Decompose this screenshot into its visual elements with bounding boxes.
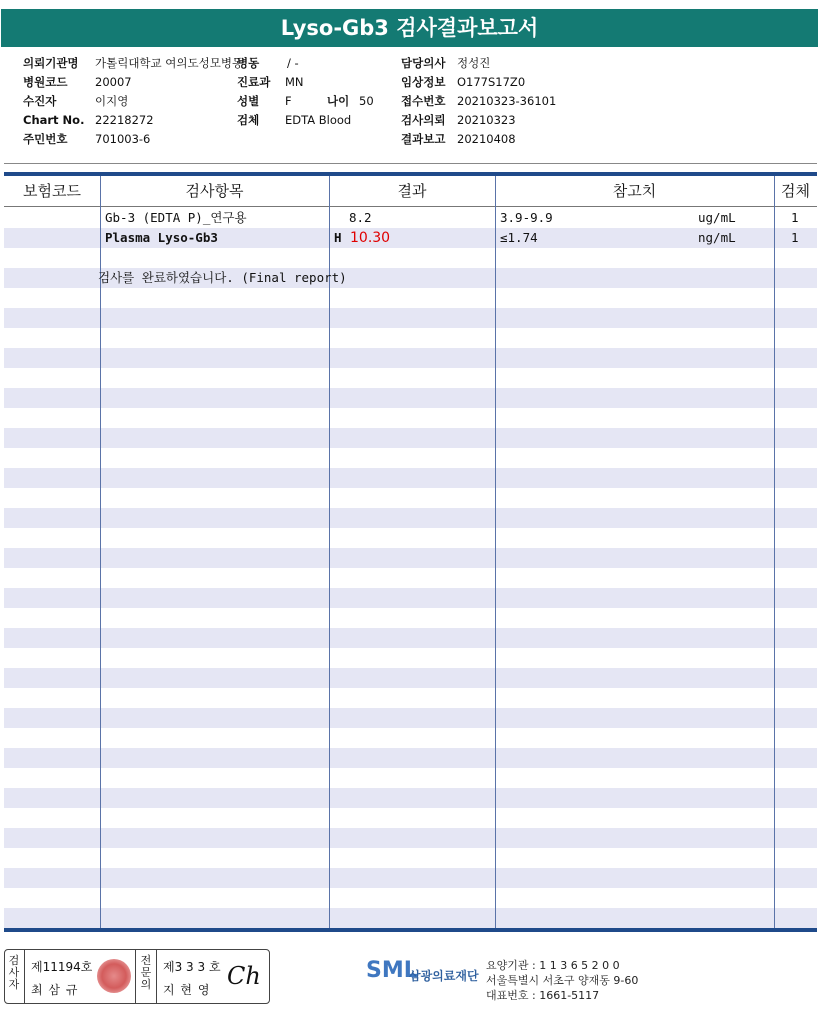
table-header bbox=[4, 176, 817, 207]
row2-reference: ≤1.74 bbox=[500, 230, 538, 245]
lab-address: 서울특별시 서초구 양재동 9-60 bbox=[486, 974, 639, 987]
dept-label: 진료과 bbox=[237, 75, 271, 89]
report-date-label: 결과보고 bbox=[401, 132, 446, 146]
resident-no-value: 701003-6 bbox=[95, 132, 151, 146]
ward-label: 병동 bbox=[237, 56, 260, 70]
doctor-value: 정성진 bbox=[457, 56, 491, 70]
row1-reference: 3.9-9.9 bbox=[500, 210, 553, 225]
specialist-number: 제3 3 3 호 bbox=[163, 960, 221, 974]
report-title: Lyso-Gb3 검사결과보고서 bbox=[280, 16, 539, 40]
examinee-label: 수진자 bbox=[23, 94, 57, 108]
chart-no-value: 22218272 bbox=[95, 113, 154, 127]
header-reference: 참고치 bbox=[612, 182, 657, 200]
specialist-name: 지 현 영 bbox=[163, 983, 211, 997]
table-bottom-rule bbox=[4, 928, 817, 932]
institution-label: 의뢰기관명 bbox=[23, 56, 79, 70]
age-label: 나이 bbox=[327, 94, 350, 108]
row1-specimen: 1 bbox=[791, 210, 799, 225]
report-title-bar bbox=[1, 9, 818, 47]
institution-value: 가톨릭대학교 여의도성모병동 bbox=[95, 56, 244, 70]
patient-info-col1 bbox=[23, 54, 243, 149]
result-table bbox=[4, 176, 817, 928]
header-test-item: 검사항목 bbox=[185, 182, 244, 200]
receipt-label: 접수번호 bbox=[401, 94, 446, 108]
inspector-label: 검 사 자 bbox=[8, 954, 20, 991]
request-value: 20210323 bbox=[457, 113, 516, 127]
specimen-value: EDTA Blood bbox=[285, 113, 352, 127]
patient-info-col3 bbox=[401, 54, 556, 149]
row2-test-item: Plasma Lyso-Gb3 bbox=[105, 230, 218, 245]
sex-label: 성별 bbox=[237, 94, 260, 108]
doctor-label: 담당의사 bbox=[401, 56, 446, 70]
row1-result: 8.2 bbox=[349, 210, 372, 225]
official-seal-icon bbox=[97, 959, 131, 993]
hospital-code-label: 병원코드 bbox=[23, 75, 68, 89]
ward-value: / - bbox=[287, 56, 299, 70]
row2-result: 10.30 bbox=[350, 230, 391, 246]
specimen-label: 검체 bbox=[237, 113, 260, 127]
final-report-note: 검사를 완료하였습니다. (Final report) bbox=[98, 270, 347, 285]
sml-logo-icon: SML bbox=[366, 958, 418, 983]
report-date-value: 20210408 bbox=[457, 132, 516, 146]
clinical-value: O177S17Z0 bbox=[457, 75, 526, 89]
info-divider bbox=[4, 163, 817, 164]
dept-value: MN bbox=[285, 75, 304, 89]
header-specimen: 검체 bbox=[781, 182, 810, 200]
clinical-label: 임상정보 bbox=[401, 75, 446, 89]
header-result: 결과 bbox=[397, 182, 427, 200]
patient-info-col2 bbox=[237, 54, 374, 130]
resident-no-label: 주민번호 bbox=[23, 132, 68, 146]
row2-high-flag: H bbox=[334, 230, 342, 245]
examinee-value: 이지영 bbox=[95, 94, 129, 108]
row1-unit: ug/mL bbox=[698, 210, 736, 225]
signature-box bbox=[4, 949, 270, 1004]
row2-specimen: 1 bbox=[791, 230, 799, 245]
lab-name: 삼광의료재단 bbox=[409, 969, 479, 983]
header-insurance-code: 보험코드 bbox=[23, 182, 81, 200]
signature-image: Ch bbox=[227, 962, 261, 990]
chart-no-label: Chart No. bbox=[23, 113, 85, 127]
hospital-code-value: 20007 bbox=[95, 75, 132, 89]
age-value: 50 bbox=[359, 94, 374, 108]
row2-unit: ng/mL bbox=[698, 230, 736, 245]
care-institution-no: 요양기관 : 1 1 3 6 5 2 0 0 bbox=[486, 959, 620, 972]
lab-phone: 대표번호 : 1661-5117 bbox=[486, 989, 600, 1002]
specialist-label: 전 문 의 bbox=[140, 954, 152, 991]
inspector-number: 제11194호 bbox=[31, 960, 93, 974]
inspector-name: 최 삼 규 bbox=[31, 983, 79, 997]
row1-test-item: Gb-3 (EDTA P)_연구용 bbox=[105, 210, 247, 225]
receipt-value: 20210323-36101 bbox=[457, 94, 557, 108]
sex-value: F bbox=[285, 94, 292, 108]
request-label: 검사의뢰 bbox=[401, 113, 446, 127]
